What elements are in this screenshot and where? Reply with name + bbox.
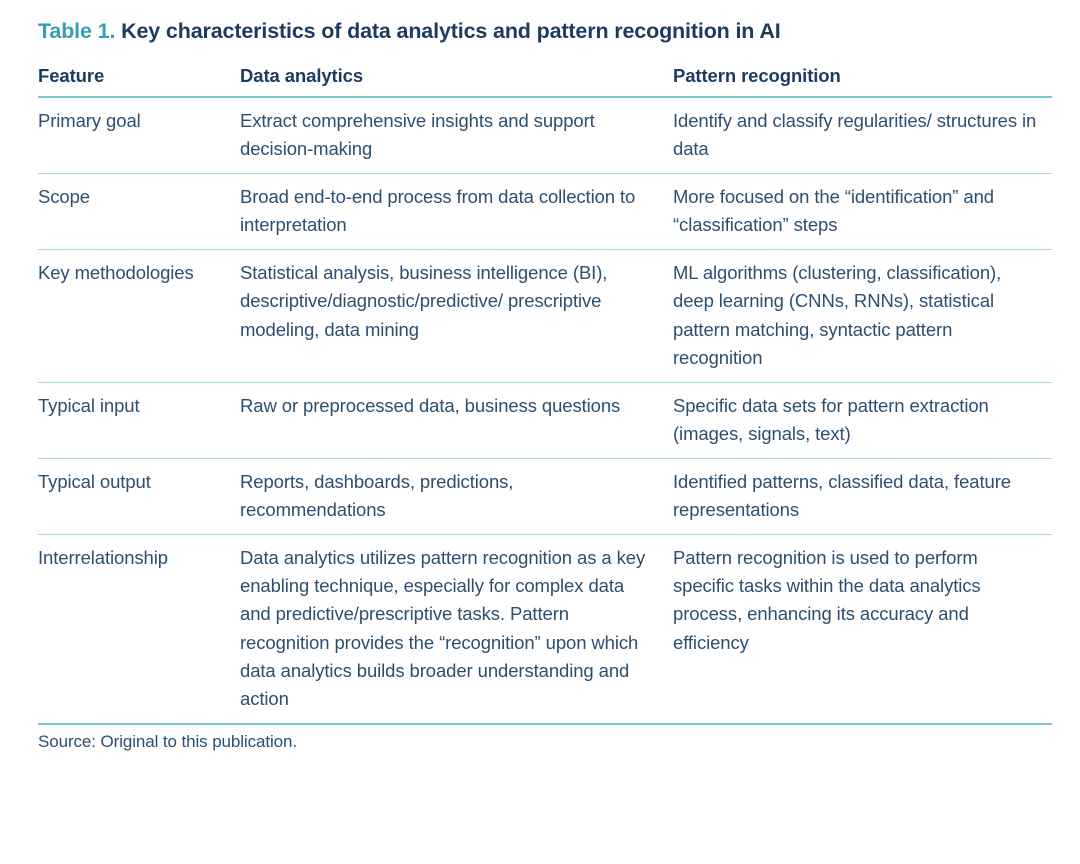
cell-pattern: Specific data sets for pattern extraction (images, signals, text) — [673, 382, 1052, 458]
characteristics-table — [38, 65, 1052, 725]
table-row — [38, 174, 1052, 250]
table-row — [38, 382, 1052, 458]
cell-pattern: ML algorithms (clustering, classification), deep learning (CNNs, RNNs), statistical pattern matching, syntactic pattern recognition — [673, 250, 1052, 382]
table-row — [38, 97, 1052, 174]
cell-analytics: Reports, dashboards, predictions, recommendations — [240, 458, 673, 534]
cell-analytics: Raw or preprocessed data, business questions — [240, 382, 673, 458]
cell-pattern: Identified patterns, classified data, feature representations — [673, 458, 1052, 534]
cell-analytics: Statistical analysis, business intelligence (BI), descriptive/diagnostic/predictive/ prescriptive modeling, data mining — [240, 250, 673, 382]
cell-feature: Primary goal — [38, 97, 240, 174]
column-header-feature: Feature — [38, 65, 240, 97]
cell-feature: Interrelationship — [38, 535, 240, 724]
cell-analytics: Broad end-to-end process from data collection to interpretation — [240, 174, 673, 250]
cell-analytics: Extract comprehensive insights and support decision-making — [240, 97, 673, 174]
column-header-pattern-recognition: Pattern recognition — [673, 65, 1052, 97]
table-header-row — [38, 65, 1052, 97]
column-header-data-analytics: Data analytics — [240, 65, 673, 97]
cell-pattern: Pattern recognition is used to perform specific tasks within the data analytics process, enhancing its accuracy and efficiency — [673, 535, 1052, 724]
cell-feature: Typical output — [38, 458, 240, 534]
cell-feature: Scope — [38, 174, 240, 250]
table-caption — [38, 18, 1050, 45]
cell-feature: Typical input — [38, 382, 240, 458]
table-row — [38, 535, 1052, 724]
cell-analytics: Data analytics utilizes pattern recognition as a key enabling technique, especially for complex data and predictive/prescriptive tasks. Pattern recognition provides the “recognition” upon which data analytics builds broader understanding and action — [240, 535, 673, 724]
table-source-note: Source: Original to this publication. — [38, 731, 297, 751]
cell-pattern: More focused on the “identification” and “classification” steps — [673, 174, 1052, 250]
cell-pattern: Identify and classify regularities/ structures in data — [673, 97, 1052, 174]
table-caption-label: Table 1. — [38, 19, 116, 43]
cell-feature: Key methodologies — [38, 250, 240, 382]
table-row — [38, 458, 1052, 534]
table-caption-title: Key characteristics of data analytics and pattern recognition in AI — [121, 19, 781, 43]
table-row — [38, 250, 1052, 382]
